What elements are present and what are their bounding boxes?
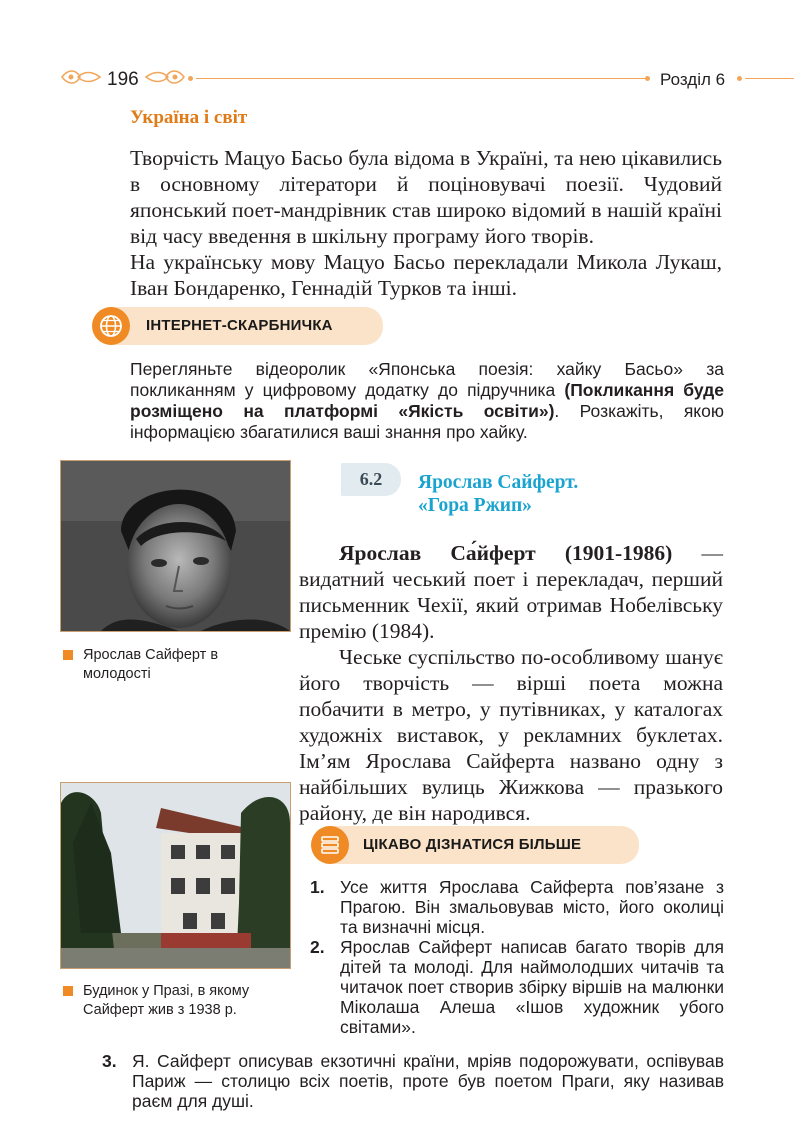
- paragraph: Творчість Мацуо Басьо була відома в Україні, та нею цікавились в основному літератори й поціновувачі поезії. Чудовий японський поет-мандрівник став широко відомий в нашій країні від часу введення в шкільну програму його творів.: [130, 146, 722, 248]
- list-number: 3.: [102, 1051, 117, 1071]
- divider-dot: [645, 76, 650, 81]
- section-body: [299, 540, 723, 826]
- caption-bullet: [63, 650, 73, 660]
- facts-list-top: [310, 877, 724, 1037]
- ornament-right-icon: [144, 68, 186, 86]
- caption-bullet: [63, 986, 73, 996]
- ornament-left-icon: [60, 68, 102, 86]
- house-photo: [60, 782, 291, 969]
- page-number: 196: [107, 69, 139, 90]
- bold-text: (Покликання буде розміщено на платформі «Якість освіти»): [130, 380, 724, 421]
- text: — видатний чеський поет і перекладач, перший письменник Чехії, який отримав Нобелівську премію (1984).: [299, 541, 724, 643]
- internet-box-text: [130, 359, 724, 443]
- list-number: 1.: [310, 877, 325, 897]
- portrait-photo: [60, 460, 291, 632]
- bold-name: Ярослав Са́йферт (1901-1986): [339, 541, 673, 565]
- book-stack-icon: [311, 826, 349, 864]
- list-text: Ярослав Сайферт написав багато творів для дітей та молоді. Для наймолодших читачів та читачок поет створив збірку віршів на малюнки Міколаша Алеша «Ішов художник убого світами».: [340, 937, 724, 1037]
- portrait-caption: [83, 646, 263, 684]
- internet-box-label: ІНТЕРНЕТ-СКАРБНИЧКА: [146, 317, 333, 334]
- divider-dot: [737, 76, 742, 81]
- facts-list-bottom: [102, 1051, 724, 1111]
- list-text: Я. Сайферт описував екзотичні країни, мріяв подорожувати, оспівував Париж — столицю всіх поетів, проте був поетом Праги, яку називав раєм для душі.: [132, 1051, 724, 1111]
- header-divider: [196, 78, 648, 79]
- paragraph: На українську мову Мацуо Басьо перекладали Микола Лукаш, Іван Бондаренко, Геннадій Турков та інші.: [130, 250, 722, 300]
- list-item: [102, 1051, 724, 1111]
- list-text: Усе життя Ярослава Сайферта пов’язане з Прагою. Він змальовував місто, його околиці та визначні місця.: [340, 877, 724, 937]
- header-divider: [745, 78, 794, 79]
- list-number: 2.: [310, 937, 325, 957]
- section-title: [418, 471, 578, 517]
- caption-text: Будинок у Празі, в якому Сайферт жив з 1938 р.: [83, 983, 250, 1018]
- facts-box-label: ЦІКАВО ДІЗНАТИСЯ БІЛЬШЕ: [363, 836, 582, 853]
- ukraine-text: [130, 145, 722, 301]
- list-item: [310, 877, 724, 937]
- list-item: [310, 937, 724, 1037]
- globe-icon: [92, 307, 130, 345]
- section-label: Розділ 6: [660, 70, 726, 89]
- house-caption: [83, 982, 293, 1020]
- section-number-badge: 6.2: [341, 463, 401, 496]
- section-title-line: Ярослав Сайферт.: [418, 472, 579, 493]
- section-title-line: «Гора Ржип»: [418, 495, 532, 516]
- divider-dot: [188, 76, 193, 81]
- text: . Розкажіть, якою інформацією збагатилися ваші знання про хайку.: [130, 401, 724, 442]
- ukraine-heading: Україна і світ: [130, 107, 248, 128]
- caption-text: Ярослав Сайферт в молодості: [83, 647, 219, 682]
- paragraph: Чеське суспільство по-особливому шанує його творчість — вірші поета можна побачити в метро, у путівниках, у каталогах художніх виставок, у рекламних буклетах. Ім’ям Ярослава Сайферта названо одну з найбільших вулиць Жижкова — празького району, де він народився.: [299, 645, 723, 825]
- text: Перегляньте відеоролик «Японська поезія: хайку Басьо» за покликанням у цифровому додатку до підручника: [130, 359, 724, 400]
